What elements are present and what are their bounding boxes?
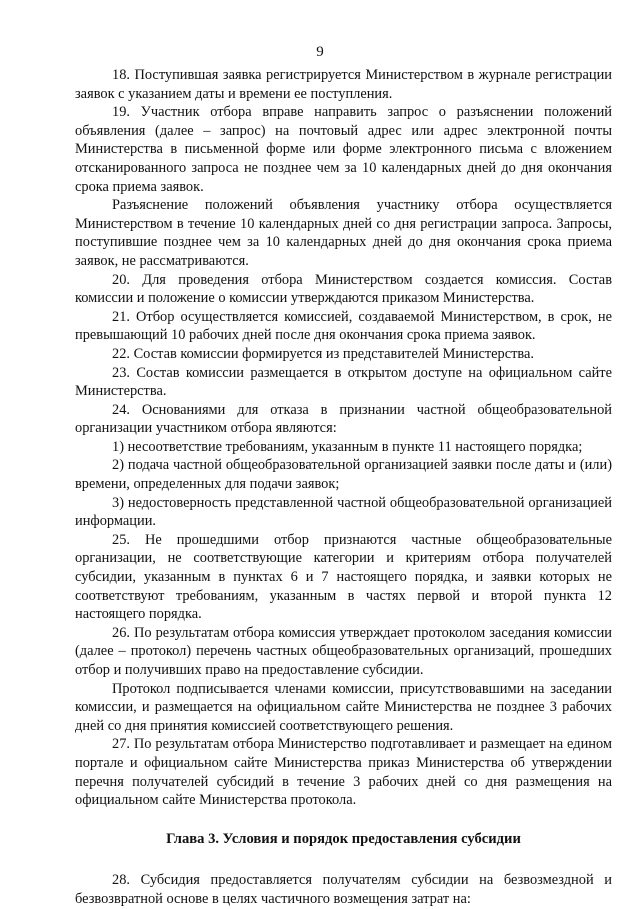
paragraph-19: 19. Участник отбора вправе направить запрос о разъяснении положений объявления (далее – запрос) на почтовый адрес или адрес электронной почты Министерства в письменной форме или форме электронного письма с вложением отсканированного запроса не позднее чем за 10 календарных дней до дня окончания срока приема заявок. — [75, 104, 612, 195]
paragraph-28: 28. Субсидия предоставляется получателям субсидии на безвозмездной и безвозвратной основе в целях частичного возмещения затрат на: — [75, 872, 612, 907]
paragraph-24-item-1: 1) несоответствие требованиям, указанным в пункте 11 настоящего порядка; — [112, 438, 583, 455]
paragraph-26: 26. По результатам отбора комиссия утверждает протоколом заседания комиссии (далее – протокол) перечень частных общеобразовательных организаций, прошедших отбор и получивших право на предоставление субсидии. — [75, 624, 612, 678]
paragraph-25: 25. Не прошедшими отбор признаются частные общеобразовательные организации, не соответствующие категории и критериям отбора получателей субсидии, указанным в пунктах 6 и 7 настоящего порядка, и заявки которых не соответствуют требованиям, указанным в частях первой и второй пункта 12 настоящего порядка. — [75, 531, 612, 623]
page-number: 9 — [316, 44, 324, 60]
paragraph-19-clarification: Разъяснение положений объявления участнику отбора осуществляется Министерством в течение 10 календарных дней со дня регистрации запроса. Запросы, поступившие позднее чем за 10 календарных дней до дня окончания срока приема заявок, не рассматриваются. — [75, 197, 612, 269]
paragraph-24: 24. Основаниями для отказа в признании частной общеобразовательной организации участником отбора являются: — [75, 401, 612, 437]
paragraph-23: 23. Состав комиссии размещается в открытом доступе на официальном сайте Министерства. — [75, 364, 612, 400]
paragraph-20: 20. Для проведения отбора Министерством создается комиссия. Состав комиссии и положение о комиссии утверждаются приказом Министерства. — [75, 271, 612, 307]
chapter-title: Глава 3. Условия и порядок предоставления субсидии — [166, 830, 521, 847]
paragraph-26-protocol: Протокол подписывается членами комиссии, присутствовавшими на заседании комиссии, и размещается на официальном сайте Министерства не позднее 3 рабочих дней со дня принятия комиссией соответствующего решения. — [75, 680, 612, 734]
paragraph-24-item-2: 2) подача частной общеобразовательной организацией заявки после даты и (или) времени, определенных для подачи заявок; — [75, 457, 612, 493]
document-body — [75, 66, 612, 909]
paragraph-18: 18. Поступившая заявка регистрируется Министерством в журнале регистрации заявок с указанием даты и времени ее поступления. — [75, 67, 612, 102]
paragraph-24-item-3: 3) недостоверность представленной частной общеобразовательной организацией информации. — [75, 494, 612, 530]
paragraph-22: 22. Состав комиссии формируется из представителей Министерства. — [112, 345, 535, 362]
paragraph-21: 21. Отбор осуществляется комиссией, создаваемой Министерством, в срок, не превышающий 10 рабочих дней после дня окончания срока приема заявок. — [75, 308, 612, 344]
paragraph-27: 27. По результатам отбора Министерство подготавливает и размещает на едином портале и официальном сайте Министерства приказ Министерства об утверждении перечня получателей субсидий в течение 3 рабочих дней со дня размещения на официальном сайте Министерства протокола. — [75, 736, 612, 809]
